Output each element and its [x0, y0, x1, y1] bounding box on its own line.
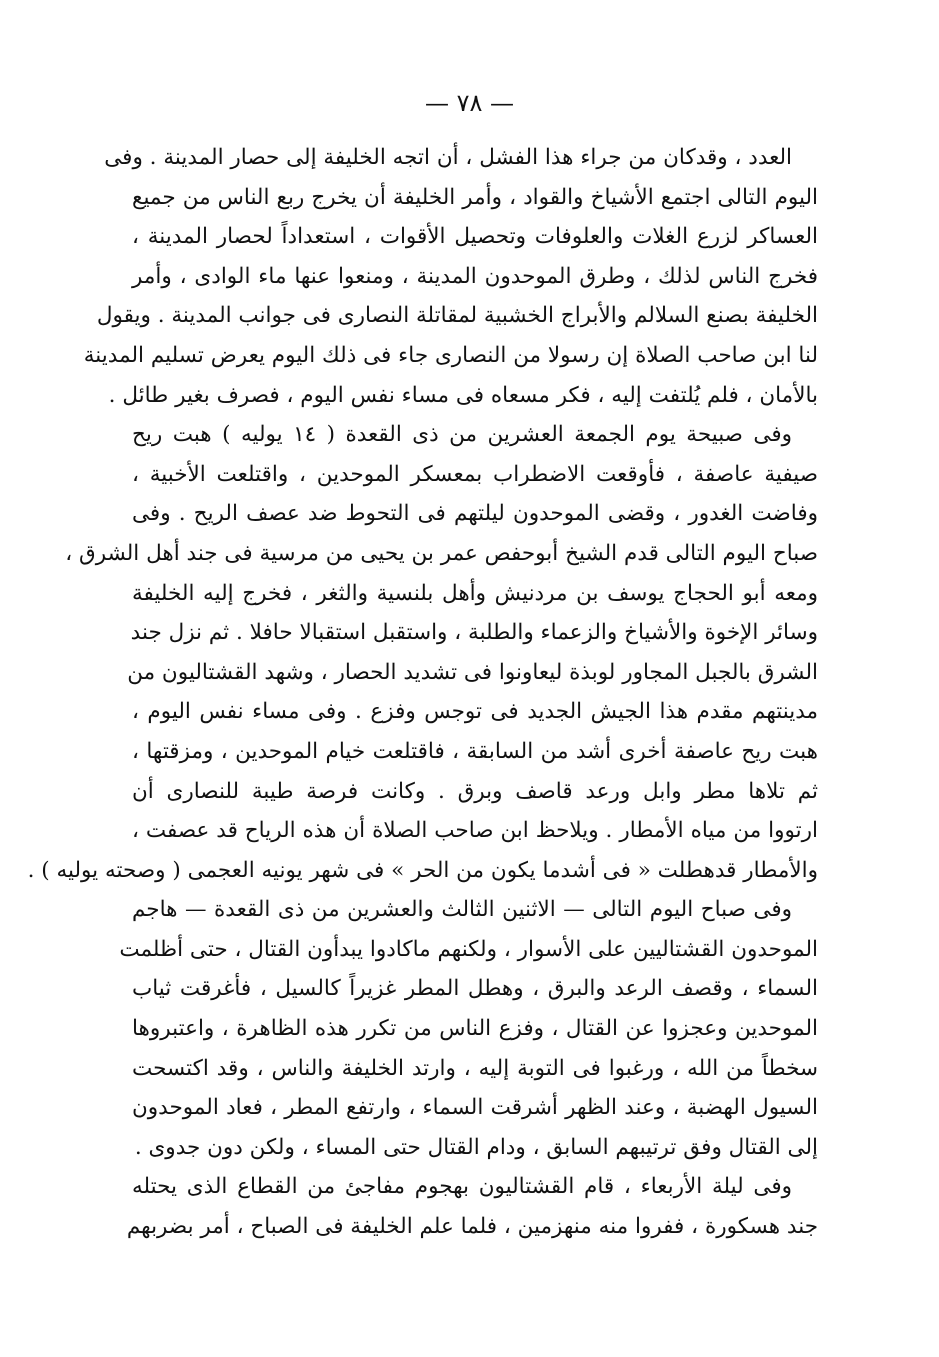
text-line: مدينتهم مقدم هذا الجيش الجديد فى توجس وفزع . وفى مساء نفس اليوم ،: [132, 699, 818, 725]
text-line: الموحدون القشتاليين على الأسوار ، ولكنهم ماكادوا يبدأون القتال ، حتى أظلمت: [119, 936, 818, 962]
text-line: صيفية عاصفة ، فأوقعت الاضطراب بمعسكر الموحدين ، واقتلعت الأخبية ،: [132, 461, 818, 487]
text-line: ومعه أبو الحجاج يوسف بن مردنيش وأهل بلنسية والثغر ، فخرج إليه الخليفة: [132, 580, 818, 606]
text-line: السماء ، وقصف الرعد والبرق ، وهطل المطر غزيراً كالسيل ، فأغرقت ثياب: [132, 976, 818, 1002]
paragraph: [126, 1167, 818, 1246]
text-line: جند هسكورة ، ففروا منه منهزمين ، فلما علم الخليفة فى الصباح ، أمر بضربهم: [126, 1214, 818, 1240]
text-line: هبت ريح عاصفة أخرى أشد من السابقة ، فاقتلعت خيام الموحدين ، ومزقتها ،: [132, 738, 818, 764]
text-line: والأمطار قدهطلت « فى أشدما يكون من الحر » فى شهر يونيه العجمى ( وصحته يوليه ) .: [27, 857, 818, 883]
text-line: بالأمان ، فلم يُلتفت إليه ، فكر مسعاه فى مساء نفس اليوم ، فصرف بغير طائل .: [108, 382, 818, 408]
text-line: وسائر الإخوة والأشياخ والزعماء والطلبة ، واستقبل استقبالا حافلا . ثم نزل جند: [130, 620, 818, 646]
text-line: السيول الهضبة ، وعند الظهر أشرقت السماء ، وارتفع المطر ، فعاد الموحدون: [132, 1095, 818, 1121]
text-line: اليوم التالى اجتمع الأشياخ والقواد ، وأمر الخليفة أن يخرج ربع الناس من جميع: [132, 184, 818, 210]
text-line: وفى صبيحة يوم الجمعة العشرين من ذى القعدة ( ١٤ يوليه ) هبت ريح: [132, 422, 792, 448]
text-line: العساكر لزرع الغلات والعلوفات وتحصيل الأقوات ، استعداداً لحصار المدينة ،: [132, 224, 819, 250]
paragraph: [27, 415, 818, 890]
text-line: سخطاً من الله ، ورغبوا فى التوبة إليه ، وارتد الخليفة والناس ، وقد اكتسحت: [132, 1055, 818, 1081]
text-line: ارتووا من مياه الأمطار . ويلاحظ ابن صاحب الصلاة أن هذه الرياح قد عصفت ،: [132, 818, 818, 844]
page-number: — ٧٨ —: [424, 89, 515, 117]
text-line: الشرق بالجبل المجاور لوبذة ليعاونوا فى تشديد الحصار ، وشهد القشتاليون من: [127, 659, 818, 685]
text-line: وفى ليلة الأربعاء ، قام القشتاليون بهجوم مفاجئ من القطاع الذى يحتله: [132, 1174, 792, 1200]
text-line: إلى القتال وفق ترتيبهم السابق ، ودام القتال حتى المساء ، ولكن دون جدوى .: [134, 1134, 818, 1160]
text-line: الموحدين وعجزوا عن القتال ، وفزع الناس من تكرر هذه الظاهرة ، واعتبروها: [132, 1016, 818, 1042]
paragraph: [83, 138, 819, 415]
text-line: صباح اليوم التالى قدم الشيخ أبوحفص عمر بن يحيى من مرسية فى جند أهل الشرق ،: [65, 540, 818, 566]
body-text: [27, 138, 819, 1247]
text-line: الخليفة بصنع السلالم والأبراج الخشبية لمقاتلة النصارى فى جوانب المدينة . ويقول: [96, 303, 818, 329]
text-line: لنا ابن صاحب الصلاة إن رسولا من النصارى جاء فى ذلك اليوم يعرض تسليم المدينة: [83, 342, 818, 368]
paragraph: [119, 890, 818, 1167]
text-line: وفى صباح اليوم التالى — الاثنين الثالث والعشرين من ذى القعدة — هاجم: [132, 897, 792, 923]
text-line: ثم تلاها مطر وابل ورعد قاصف وبرق . وكانت فرصة طيبة للنصارى أن: [132, 778, 818, 804]
text-line: فخرج الناس لذلك ، وطرق الموحدون المدينة ، ومنعوا عنها ماء الوادى ، وأمر: [132, 263, 818, 289]
text-line: وفاضت الغدور ، وقضى الموحدون ليلتهم فى التحوط ضد عصف الريح . وفى: [132, 501, 818, 527]
text-line: العدد ، وقدكان من جراء هذا الفشل ، أن اتجه الخليفة إلى حصار المدينة . وفى: [104, 145, 792, 170]
